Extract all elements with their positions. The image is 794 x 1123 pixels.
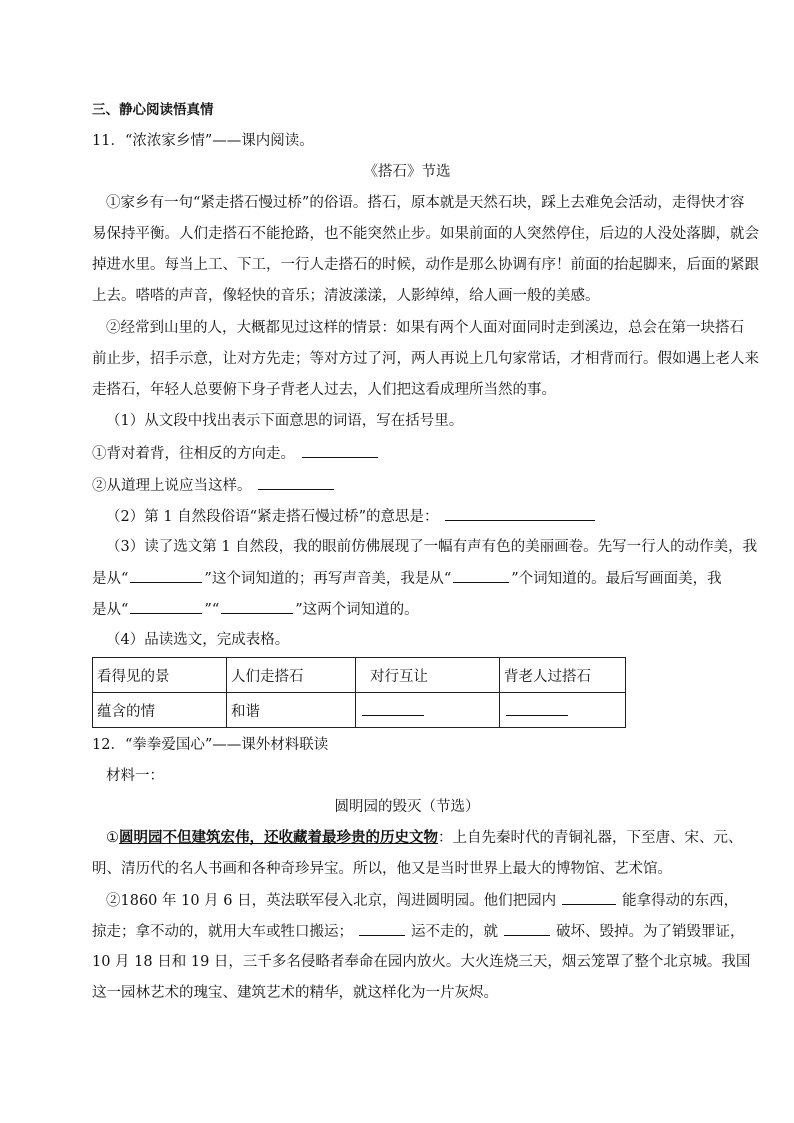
subquestion-4: （4）品读选文，完成表格。 [106, 632, 290, 648]
table-row [93, 693, 626, 728]
answer-blank[interactable] [453, 568, 509, 583]
sub3-text: ”“ [204, 602, 220, 618]
passage-line: 上去。嗒嗒的声音，像轻快的音乐；清波漾漾，人影绰绰，给人画一般的美感。 [92, 288, 600, 304]
table-cell: 看得见的景 [93, 658, 227, 693]
sub3-text: 是从“ [92, 602, 129, 618]
passage-line [106, 828, 743, 848]
para-number: ① [106, 830, 119, 846]
answer-blank[interactable] [221, 599, 293, 614]
scene-emotion-table [92, 657, 626, 728]
subquestion-1a-text: ①背对着背，往相反的方向走。 [92, 446, 295, 462]
subquestion-2 [106, 506, 736, 527]
passage-line: 明、清历代的名人书画和各种奇珍异宝。所以，他又是当时世界上最大的博物馆、艺术馆。 [92, 861, 672, 877]
passage-text: 能拿得动的东西， [622, 893, 739, 909]
subquestion-1: （1）从文段中找出表示下面意思的词语，写在括号里。 [106, 413, 464, 429]
passage-text: 破坏、毁掉。为了销毁罪证， [556, 924, 745, 940]
sub3-text: ”个词知道的。最后写画面美，我 [511, 571, 722, 587]
passage-title-yuanmingyuan: 圆明园的毁灭（节选） [334, 799, 480, 815]
table-cell: 和谐 [227, 693, 356, 728]
table-cell: 对行互让 [356, 658, 500, 693]
answer-blank[interactable] [302, 443, 378, 458]
passage-line: 掉进水里。每当上工、下工，一行人走搭石的时候，动作是那么协调有序！前面的抬起脚来，后面的紧跟 [92, 257, 759, 273]
answer-blank[interactable] [562, 890, 616, 905]
subquestion-3-line: （3）读了选文第 1 自然段，我的眼前仿佛展现了一幅有声有色的美丽画卷。先写一行人的动作美，我 [106, 539, 758, 555]
passage-line [106, 890, 739, 911]
subquestion-1a [92, 443, 722, 464]
subquestion-1b [92, 475, 722, 496]
question-12-title: 12．“拳拳爱国心”——课外材料联读 [92, 737, 329, 753]
passage-line [92, 921, 745, 942]
answer-blank[interactable] [130, 568, 202, 583]
answer-blank[interactable] [359, 921, 405, 936]
answer-blank[interactable] [504, 921, 550, 936]
passage-line: 10 月 18 日和 19 日，三千多名侵略者奉命在园内放火。大火连烧三天，烟云笼罩了整个北京城。我国 [92, 954, 751, 970]
table-cell: 人们走搭石 [227, 658, 356, 693]
passage-text: 掠走；拿不动的，就用大车或牲口搬运； [92, 924, 353, 940]
material-label: 材料一： [106, 768, 164, 784]
passage-line: ②经常到山里的人，大概都见过这样的情景：如果有两个人面对面同时走到溪边，总会在第一块搭石 [106, 320, 744, 336]
underlined-sentence: 圆明园不但建筑宏伟，还收藏着最珍贵的历史文物 [119, 830, 438, 846]
table-cell: 背老人过搭石 [500, 658, 626, 693]
passage-text: ②1860 年 10 月 6 日，英法联军侵入北京，闯进圆明园。他们把园内 [106, 893, 557, 909]
table-row [93, 658, 626, 693]
question-11-title: 11．“浓浓家乡情”——课内阅读。 [92, 133, 314, 149]
sub3-text: 是从“ [92, 571, 129, 587]
passage-line: 易保持平衡。人们走搭石不能抢路，也不能突然止步。如果前面的人突然停住，后边的人没处落脚，就会 [92, 226, 759, 242]
passage-line: 走搭石，年轻人总要俯下身子背老人过去，人们把这看成理所当然的事。 [92, 382, 556, 398]
passage-text: 运不走的，就 [411, 924, 498, 940]
answer-blank[interactable] [506, 701, 568, 716]
sub3-text: ”这两个词知道的。 [295, 602, 419, 618]
table-cell: 蕴含的情 [93, 693, 227, 728]
table-cell-blank[interactable] [356, 693, 500, 728]
subquestion-2-text: （2）第 1 自然段俗语“紧走搭石慢过桥”的意思是： [106, 509, 439, 525]
answer-blank[interactable] [445, 506, 595, 521]
subquestion-1b-text: ②从道理上说应当这样。 [92, 478, 252, 494]
table-cell-blank[interactable] [500, 693, 626, 728]
passage-text: ：上自先秦时代的青铜礼器，下至唐、宋、元、 [438, 830, 743, 846]
passage-title-dashi: 《搭石》节选 [363, 164, 451, 180]
answer-blank[interactable] [362, 701, 424, 716]
answer-blank[interactable] [258, 475, 334, 490]
passage-line: 这一园林艺术的瑰宝、建筑艺术的精华，就这样化为一片灰烬。 [92, 985, 498, 1001]
subquestion-3-line [92, 568, 722, 589]
section-title: 三、静心阅读悟真情 [92, 102, 214, 118]
subquestion-3-line [92, 599, 722, 620]
sub3-text: ”这个词知道的；再写声音美，我是从“ [204, 571, 452, 587]
passage-line: ①家乡有一句“紧走搭石慢过桥”的俗语。搭石，原本就是天然石块，踩上去难免会活动，走得快才容 [106, 195, 745, 211]
answer-blank[interactable] [130, 599, 202, 614]
passage-line: 前止步，招手示意，让对方先走；等对方过了河，两人再说上几句家常话，才相背而行。假如遇上老人来 [92, 351, 759, 367]
